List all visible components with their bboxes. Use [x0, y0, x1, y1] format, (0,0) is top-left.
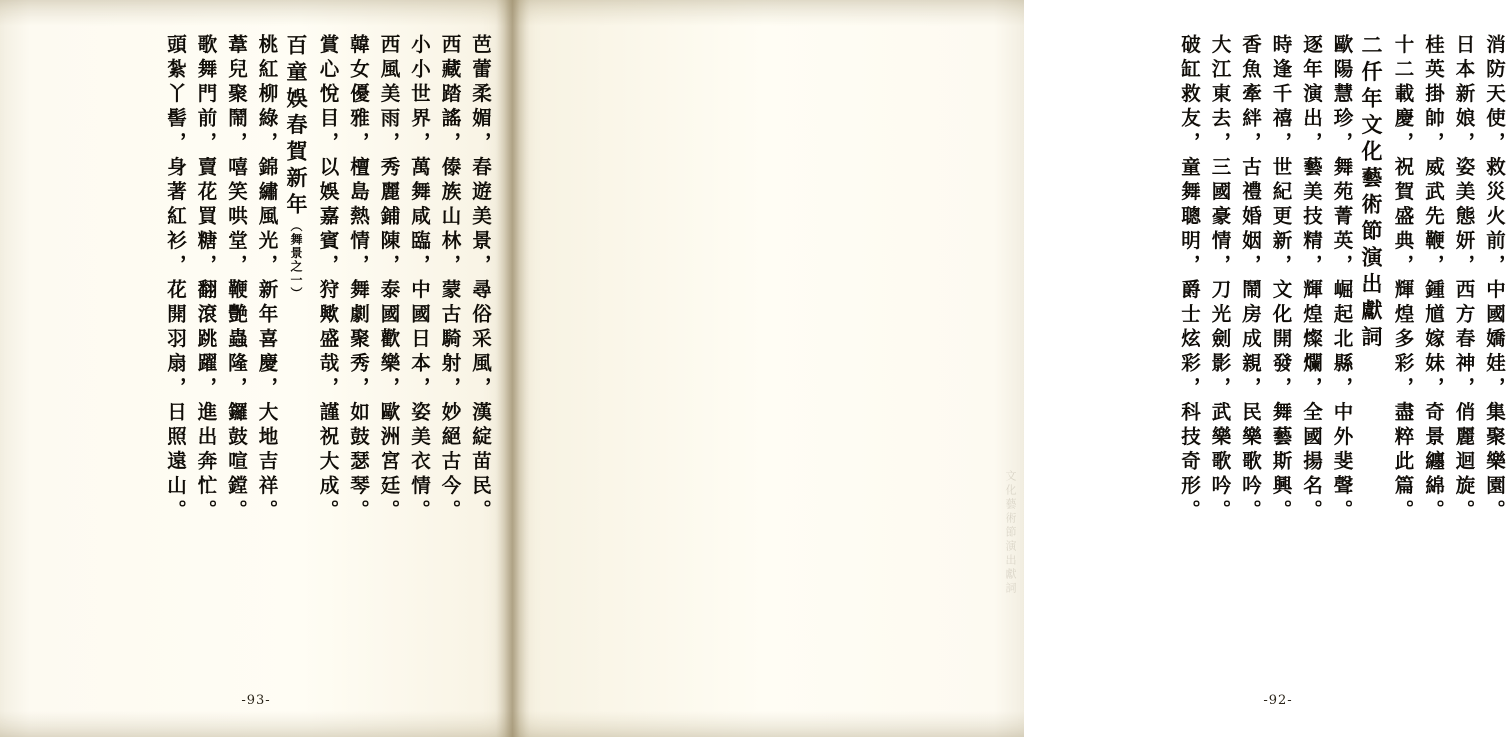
text-column: 破缸救友，童舞聰明，爵士炫彩，科技奇形。: [1178, 34, 1201, 524]
text-column: 逐年演出，藝美技精，輝煌燦爛，全國揚名。: [1300, 34, 1323, 524]
page-right: [512, 0, 1506, 737]
section-heading: 二仟年文化藝術節演出獻詞: [1359, 34, 1384, 352]
text-column: 芭蕾柔媚，春遊美景，尋俗采風，漢綻苗民。: [469, 34, 492, 524]
text-column: 桃紅柳綠，錦繡風光，新年喜慶，大地吉祥。: [255, 34, 279, 524]
show-through-text: 文化藝術節演出獻詞: [1004, 470, 1017, 596]
text-column: 韓女優雅，檀島熱情，舞劇聚秀，如鼓瑟琴。: [347, 34, 370, 524]
section-heading: [277, 34, 308, 654]
page-right-textblock: [1042, 34, 1504, 654]
text-column: 西藏踏謠，傣族山林，蒙古騎射，妙絕古今。: [438, 34, 462, 524]
text-column: 小小世界，萬舞咸臨，中國日本，姿美衣情。: [408, 34, 431, 524]
text-column: 十二載慶，祝賀盛典，輝煌多彩，盡粹此篇。: [1391, 34, 1415, 524]
text-column: 頭紮丫髻，身著紅衫，花開羽扇，日照遠山。: [164, 34, 187, 524]
section-heading-text: 百童娛春賀新年: [284, 34, 309, 220]
text-column: 葦兒聚鬧，嘻笑哄堂，鞭艷蟲隆，鑼鼓喧鏜。: [225, 34, 248, 524]
text-column: 消防天使，救災火前，中國嬌娃，集聚樂園。: [1483, 34, 1506, 524]
page-left: [0, 0, 512, 737]
page-number-right: -92-: [1263, 693, 1293, 708]
text-column: 賞心悅目，以娛嘉賓，狩歟盛哉，謹祝大成。: [316, 34, 340, 524]
text-column: 香魚牽絆，古禮婚姻，鬧房成親，民樂歌吟。: [1239, 34, 1262, 524]
text-column: 桂英掛帥，威武先鞭，鍾馗嫁妹，奇景纏綿。: [1422, 34, 1445, 524]
text-column: 日本新娘，姿美態妍，西方春神，俏麗迴旋。: [1452, 34, 1476, 524]
page-left-textblock: [28, 34, 490, 654]
page-number-left: -93-: [241, 693, 271, 708]
section-heading-suffix: （舞景之一）: [289, 219, 303, 301]
text-column: 西風美雨，秀麗鋪陳，泰國歡樂，歐洲宮廷。: [377, 34, 401, 524]
text-column: 大江東去，三國豪情，刀光劍影，武樂歌吟。: [1208, 34, 1232, 524]
text-column: 歌舞門前，賣花買糖，翻滾跳躍，進出奔忙。: [194, 34, 218, 524]
text-column: 時逢千禧，世紀更新，文化開發，舞藝斯興。: [1269, 34, 1293, 524]
text-column: 歐陽慧珍，舞苑菁英，崛起北縣，中外斐聲。: [1330, 34, 1354, 524]
